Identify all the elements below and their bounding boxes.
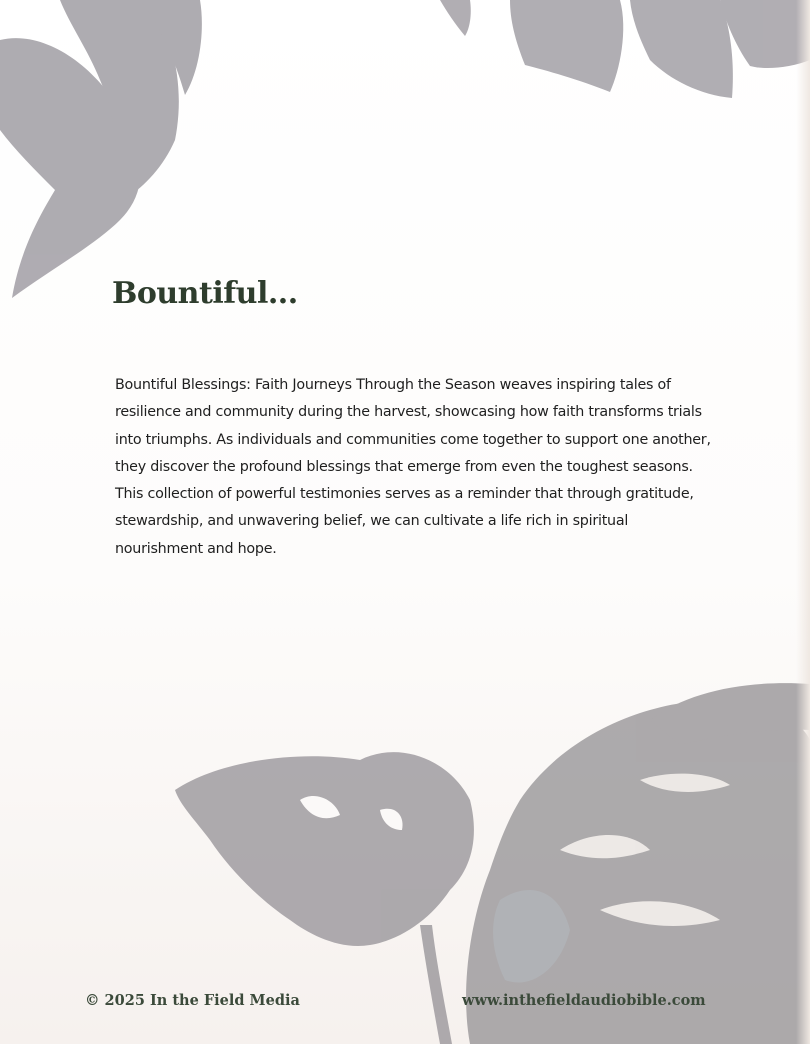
body-paragraph: Bountiful Blessings: Faith Journeys Through the Season weaves inspiring tales of resilience and community during the harvest, showcasing how faith transforms trials into triumphs. As individuals and communities come together to support one another, they discover the profound blessings that emerge from even the toughest seasons. This collection of powerful testimonies serves as a reminder that through gratitude, stewardship, and unwavering belief, we can cultivate a life rich in spiritual nourishment and hope. xyxy=(115,377,711,557)
top-right-leaf xyxy=(440,0,810,98)
bottom-right-leaf xyxy=(466,683,810,1044)
page-title: Bountiful... xyxy=(112,276,298,311)
top-left-leaf xyxy=(0,0,202,298)
footer-copyright: © 2025 In the Field Media xyxy=(85,992,300,1009)
page-edge-shadow xyxy=(796,0,810,1044)
footer-website-link[interactable]: www.inthefieldaudiobible.com xyxy=(462,992,706,1009)
